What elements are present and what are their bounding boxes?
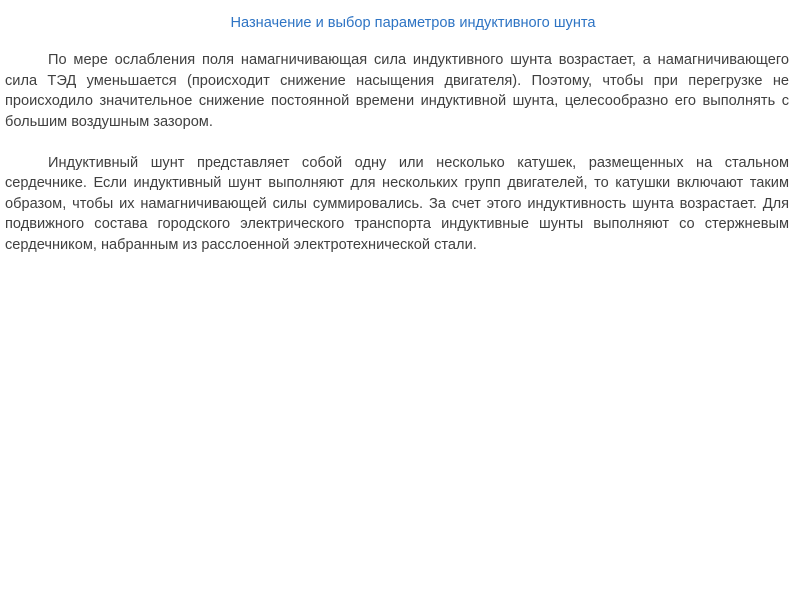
body-text: [5, 50, 789, 276]
page-title: Назначение и выбор параметров индуктивного шунта: [230, 15, 596, 31]
paragraph-shunt-construction: Индуктивный шунт представляет собой одну или несколько катушек, размещенных на стальном сердечнике. Если индуктивный шунт выполняют для нескольких групп двигателей, то катушки включают таким образом, чтобы их намагничивающей силы суммировались. За счет этого индуктивность шунта возрастает. Для подвижного состава городского электрического транспорта индуктивные шунты выполняют со стержневым сердечником, набранным из расслоенной электротехнической стали.: [5, 154, 789, 253]
paragraph-field-weakening: По мере ослабления поля намагничивающая сила индуктивного шунта возрастает, а намагничивающего сила ТЭД уменьшается (происходит снижение насыщения двигателя). Поэтому, чтобы при перегрузке не происходило значительное снижение постоянной времени индуктивной шунта, целесообразно его выполнять с большим воздушным зазором.: [5, 52, 789, 130]
